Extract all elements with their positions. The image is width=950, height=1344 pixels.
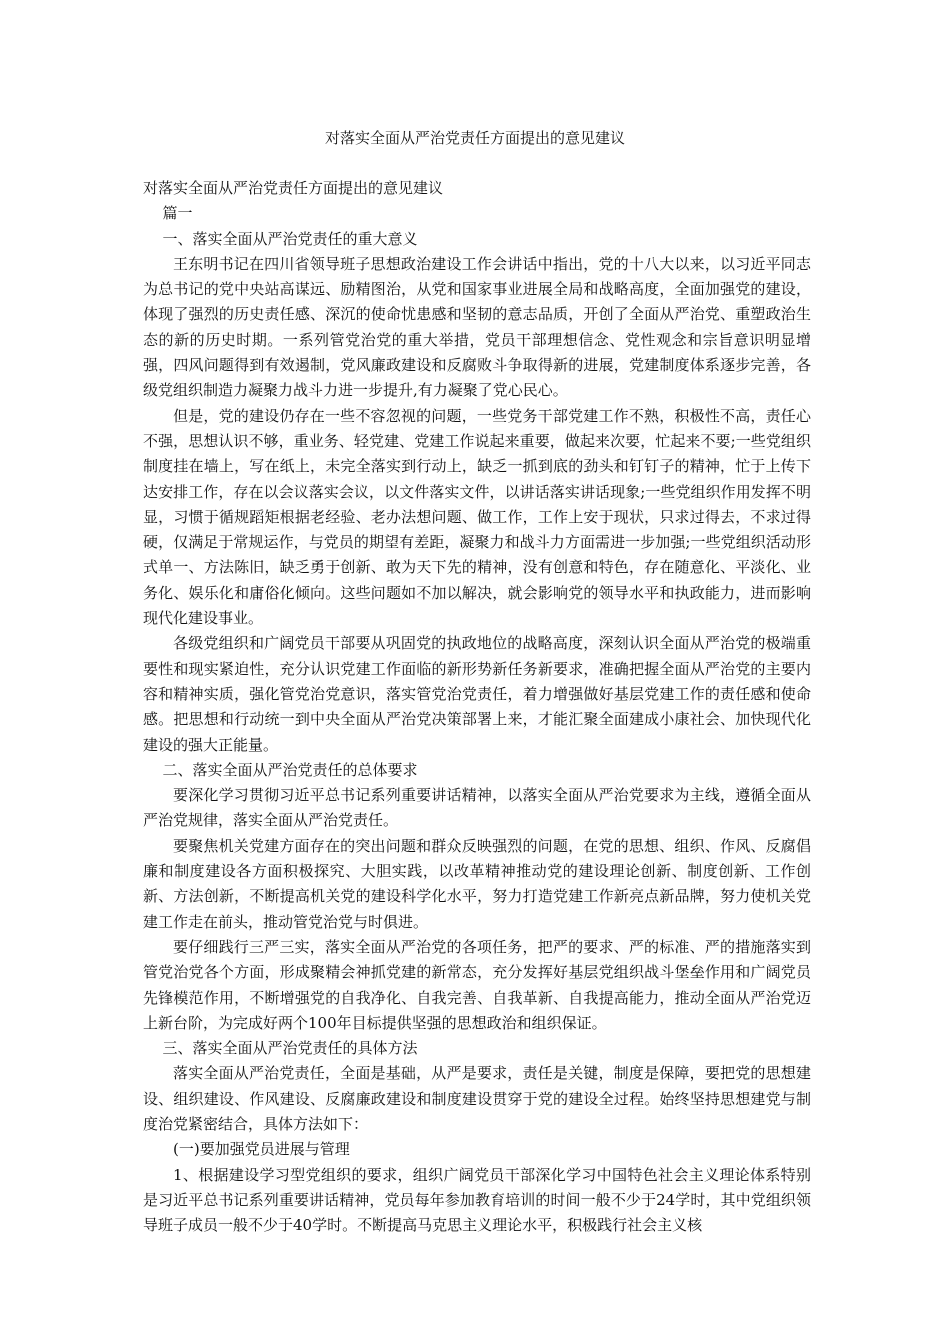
document-body	[143, 176, 811, 1238]
page-title: 对落实全面从严治党责任方面提出的意见建议	[324, 129, 625, 147]
subsection-heading: (一)要加强党员进展与管理	[173, 1140, 350, 1159]
section-heading-1: 一、落实全面从严治党责任的重大意义	[162, 229, 418, 248]
section-heading-3: 三、落实全面从严治党责任的具体方法	[162, 1039, 418, 1058]
section-heading-2: 二、落实全面从严治党责任的总体要求	[162, 760, 418, 779]
paragraph: 1、根据建设学习型党组织的要求，组织广阔党员干部深化学习中国特色社会主义理论体系特别是习近平总书记系列重要讲话精神，党员每年参加教育培训的时间一般不少于24学时，其中党组织领导班子成员一般不少于40学时。不断提高马克思主义理论水平，积极践行社会主义核	[143, 1165, 811, 1235]
part-label: 篇一	[162, 204, 193, 223]
paragraph: 各级党组织和广阔党员干部要从巩固党的执政地位的战略高度，深刻认识全面从严治党的极端重要性和现实紧迫性，充分认识党建工作面临的新形势新任务新要求，准确把握全面从严治党的主要内容和精神实质，强化管党治党意识，落实管党治党责任，着力增强做好基层党建工作的责任感和使命感。把思想和行动统一到中央全面从严治党决策部署上来，才能汇聚全面建成小康社会、加快现代化建设的强大正能量。	[143, 634, 811, 754]
paragraph: 王东明书记在四川省领导班子思想政治建设工作会讲话中指出，党的十八大以来，以习近平同志为总书记的党中央站高谋远、励精图治，从党和国家事业进展全局和战略高度，全面加强党的建设，体现了强烈的历史责任感、深沉的使命忧患感和坚韧的意志品质，开创了全面从严治党、重塑政治生态的新的历史时期。一系列管党治党的重大举措，党员干部理想信念、党性观念和宗旨意识明显增强，四风问题得到有效遏制，党风廉政建设和反腐败斗争取得新的进展，党建制度体系逐步完善，各级党组织制造力凝聚力战斗力进一步提升,有力凝聚了党心民心。	[143, 254, 811, 400]
document-subtitle: 对落实全面从严治党责任方面提出的意见建议	[143, 179, 444, 197]
paragraph: 落实全面从严治党责任，全面是基础，从严是要求，责任是关键，制度是保障，要把党的思想建设、组织建设、作风建设、反腐廉政建设和制度建设贯穿于党的建设全过程。始终坚持思想建党与制度治党紧密结合，具体方法如下：	[143, 1064, 811, 1133]
paragraph: 要深化学习贯彻习近平总书记系列重要讲话精神，以落实全面从严治党要求为主线，遵循全面从严治党规律，落实全面从严治党责任。	[143, 786, 811, 830]
paragraph: 要聚焦机关党建方面存在的突出问题和群众反映强烈的问题，在党的思想、组织、作风、反腐倡廉和制度建设各方面积极探究、大胆实践，以改革精神推动党的建设理论创新、制度创新、工作创新、方法创新，不断提高机关党的建设科学化水平，努力打造党建工作新亮点新品牌，努力使机关党建工作走在前头，推动管党治党与时俱进。	[143, 836, 811, 931]
paragraph: 要仔细践行三严三实，落实全面从严治党的各项任务，把严的要求、严的标准、严的措施落实到管党治党各个方面，形成聚精会神抓党建的新常态，充分发挥好基层党组织战斗堡垒作用和广阔党员先锋模范作用，不断增强党的自我净化、自我完善、自我革新、自我提高能力，推动全面从严治党迈上新台阶，为完成好两个100年目标提供坚强的思想政治和组织保证。	[143, 937, 811, 1032]
paragraph: 但是，党的建设仍存在一些不容忽视的问题，一些党务干部党建工作不熟，积极性不高，责任心不强，思想认识不够，重业务、轻党建、党建工作说起来重要，做起来次要，忙起来不要;一些党组织制度挂在墙上，写在纸上，未完全落实到行动上，缺乏一抓到底的劲头和钉钉子的精神，忙于上传下达安排工作，存在以会议落实会议，以文件落实文件，以讲话落实讲话现象;一些党组织作用发挥不明显，习惯于循规蹈矩根据老经验、老办法想问题、做工作，工作上安于现状，只求过得去，不求过得硬，仅满足于常规运作，与党员的期望有差距，凝聚力和战斗力方面需进一步加强;一些党组织活动形式单一、方法陈旧，缺乏勇于创新、敢为天下先的精神，没有创意和特色，存在随意化、平淡化、业务化、娱乐化和庸俗化倾向。这些问题如不加以解决，就会影响党的领导水平和执政能力，进而影响现代化建设事业。	[143, 406, 811, 628]
